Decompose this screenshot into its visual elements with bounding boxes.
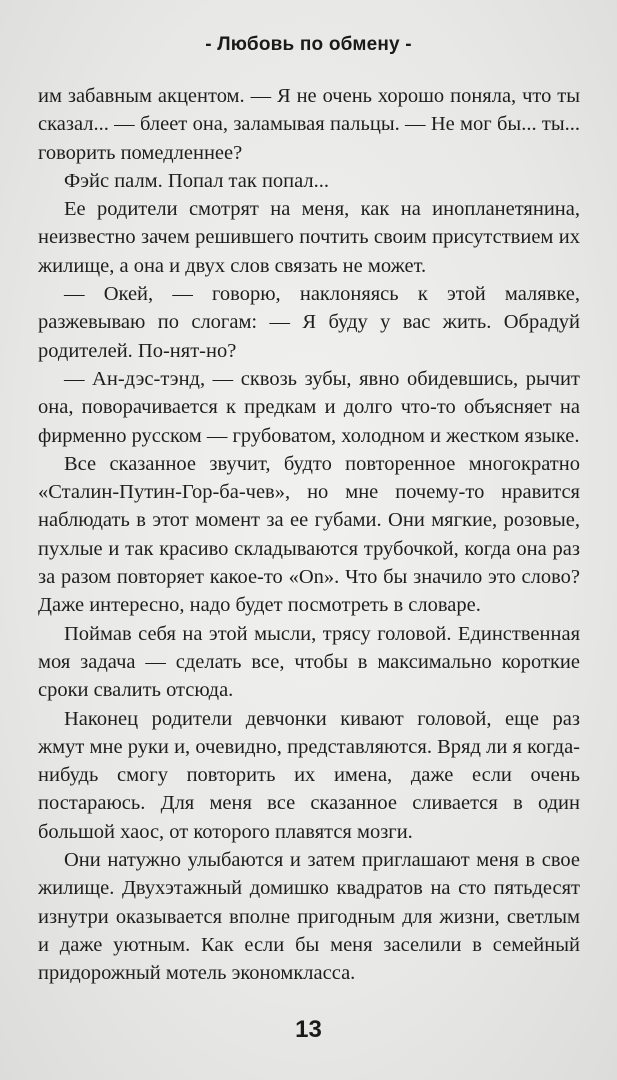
paragraph: Они натужно улыбаются и затем приглашают меня в свое жилище. Двухэтажный домишко квадратов на сто пятьдесят изнутри оказывается вполне пригодным для жизни, светлым и даже уютным. Как если бы меня заселили в семейный придорожный мотель экономкласса. bbox=[38, 849, 580, 985]
paragraph: Все сказанное звучит, будто повторенное многократно «Сталин-Путин-Гор-ба-чев», но мне почему-то нравится наблюдать в этот момент за ее губами. Они мягкие, розовые, пухлые и так красиво складываются трубочкой, когда она раз за разом повторяет какое-то «Оn». Что бы значило это слово? Даже интересно, надо будет посмотреть в словаре. bbox=[38, 452, 580, 617]
paragraph: — Окей, — говорю, наклоняясь к этой малявке, разжевываю по слогам: — Я буду у вас жить. Обрадуй родителей. По-нят-но? bbox=[38, 283, 580, 362]
paragraph: Наконец родители девчонки кивают головой, еще раз жмут мне руки и, очевидно, представляются. Вряд ли я когда-нибудь смогу повторить их имена, даже если очень постараюсь. Для меня все сказанное сливается в один большой хаос, от которого плавятся мозги. bbox=[38, 707, 580, 843]
paragraph: Поймав себя на этой мысли, трясу головой. Единственная моя задача — сделать все, чтобы в максимально короткие сроки свалить отсюда. bbox=[38, 622, 580, 702]
paragraph: Ее родители смотрят на меня, как на инопланетянина, неизвестно зачем решившего почтить своим присутствием их жилище, а она и двух слов связать не может. bbox=[38, 198, 580, 277]
paragraph: Фэйс палм. Попал так попал... bbox=[64, 169, 330, 192]
running-header: - Любовь по обмену - bbox=[205, 34, 412, 55]
page-number: 13 bbox=[295, 1016, 322, 1043]
paragraph: — Ан-дэс-тэнд, — сквозь зубы, явно обидевшись, рычит она, поворачивается к предкам и долго что-то объясняет на фирменно русском — грубоватом, холодном и жестком языке. bbox=[38, 367, 580, 447]
body-text bbox=[38, 82, 580, 988]
paragraph: им забавным акцентом. — Я не очень хорошо поняла, что ты сказал... — блеет она, заламывая пальцы. — Не мог бы... ты... говорить помедленнее? bbox=[38, 85, 580, 164]
